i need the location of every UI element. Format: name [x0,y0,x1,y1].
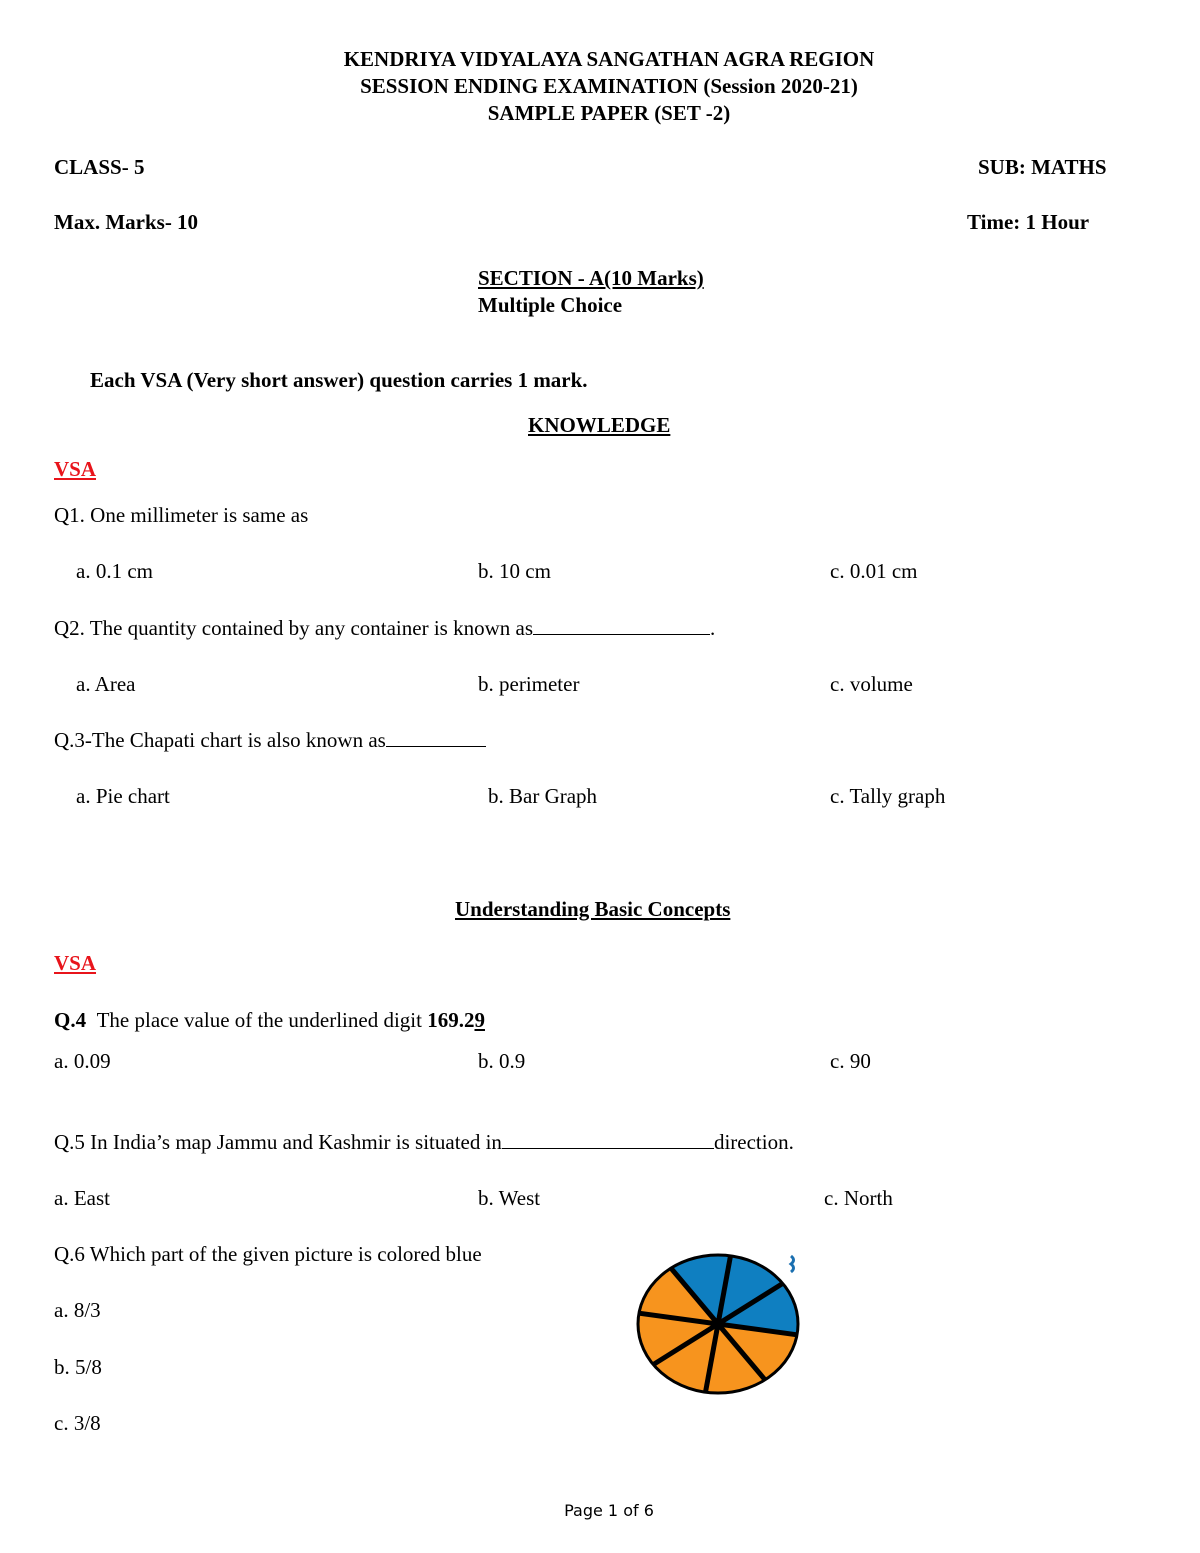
paper-title: SAMPLE PAPER (SET -2) [487,101,731,125]
q3-option-a: a. Pie chart [76,784,170,808]
q4-option-b: b. 0.9 [478,1049,526,1073]
figure-mark [791,1256,794,1272]
q3-option-c: c. Tally graph [830,784,946,808]
subject-label: SUB: MATHS [978,155,1107,179]
question-5-text: Q.5 In India’s map Jammu and Kashmir is situated in [54,1130,502,1154]
q6-option-c: c. 3/8 [54,1411,101,1435]
question-2-text: Q2. The quantity contained by any container is known as [54,616,534,640]
answer-blank [502,1147,714,1149]
understanding-heading: Understanding Basic Concepts [455,897,731,921]
question-6-text: Q.6 Which part of the given picture is colored blue [54,1242,482,1266]
question-3-text: Q.3-The Chapati chart is also known as [54,728,386,752]
q6-option-b: b. 5/8 [54,1355,102,1379]
question-5 [54,1130,794,1155]
fraction-circle-figure [628,1248,808,1400]
time-label: Time: 1 Hour [967,210,1090,234]
vsa-tag: VSA [54,457,97,481]
q4-option-a: a. 0.09 [54,1049,111,1073]
q3-option-b: b. Bar Graph [488,784,598,808]
q6-option-a: a. 8/3 [54,1298,101,1322]
q1-option-a: a. 0.1 cm [76,559,153,583]
q1-option-b: b. 10 cm [478,559,551,583]
question-4-text: The place value of the underlined digit [96,1008,422,1032]
q2-option-a: a. Area [76,672,136,696]
q2-option-c: c. volume [830,672,913,696]
underlined-digit: 9 [474,1008,485,1032]
q5-option-a: a. East [54,1186,110,1210]
q1-option-c: c. 0.01 cm [830,559,918,583]
answer-blank [386,745,486,747]
question-1-text: Q1. One millimeter is same as [54,503,309,527]
exam-title: SESSION ENDING EXAMINATION (Session 2020-21) [360,74,858,98]
question-2-suffix: . [710,616,716,640]
question-4 [54,1008,485,1033]
question-4-label: Q.4 [54,1008,87,1032]
q2-option-b: b. perimeter [478,672,580,696]
instruction-text: Each VSA (Very short answer) question carries 1 mark. [90,368,588,392]
question-2 [54,616,715,641]
section-title: SECTION - A(10 Marks) [478,266,704,290]
page-number: Page 1 of 6 [564,1501,654,1520]
section-subtitle: Multiple Choice [478,293,623,317]
question-4-number: 169.29 [427,1008,485,1032]
question-3 [54,728,486,753]
q5-option-b: b. West [478,1186,541,1210]
max-marks-label: Max. Marks- 10 [54,210,199,234]
class-label: CLASS- 5 [54,155,145,179]
question-5-suffix: direction. [713,1130,794,1154]
vsa-tag-2: VSA [54,951,97,975]
knowledge-heading: KNOWLEDGE [528,413,671,437]
q5-option-c: c. North [824,1186,893,1210]
answer-blank [533,633,710,635]
school-title: KENDRIYA VIDYALAYA SANGATHAN AGRA REGION [343,47,875,71]
q4-option-c: c. 90 [830,1049,871,1073]
